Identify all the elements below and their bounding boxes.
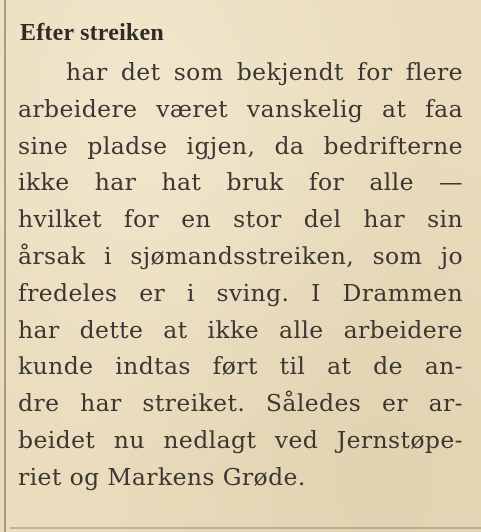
text-line: kunde indtas ført til at de an- (18, 352, 463, 381)
text-line: fredeles er i sving. I Drammen (18, 278, 463, 307)
article (18, 18, 463, 496)
text-line: har dette at ikke alle arbeidere (18, 315, 463, 344)
text-line: sine pladse igjen, da bedrifterne (18, 131, 463, 160)
text-line: har det som bekjendt for flere (66, 58, 463, 86)
article-body (18, 54, 463, 496)
text-line: dre har streiket. Således er ar- (18, 389, 463, 418)
text-line: årsak i sjømandsstreiken, som jo (18, 241, 463, 270)
text-line: ikke har hat bruk for alle — (18, 168, 463, 197)
text-line: riet og Markens Grøde. (18, 462, 306, 491)
text-line: arbeidere været vanskelig at faa (18, 94, 463, 123)
bottom-rule (10, 527, 481, 529)
column-rule (4, 0, 6, 532)
text-line: hvilket for en stor del har sin (18, 205, 463, 234)
text-line: beidet nu nedlagt ved Jernstøpe- (18, 425, 463, 454)
headline: Efter streiken (20, 20, 164, 46)
